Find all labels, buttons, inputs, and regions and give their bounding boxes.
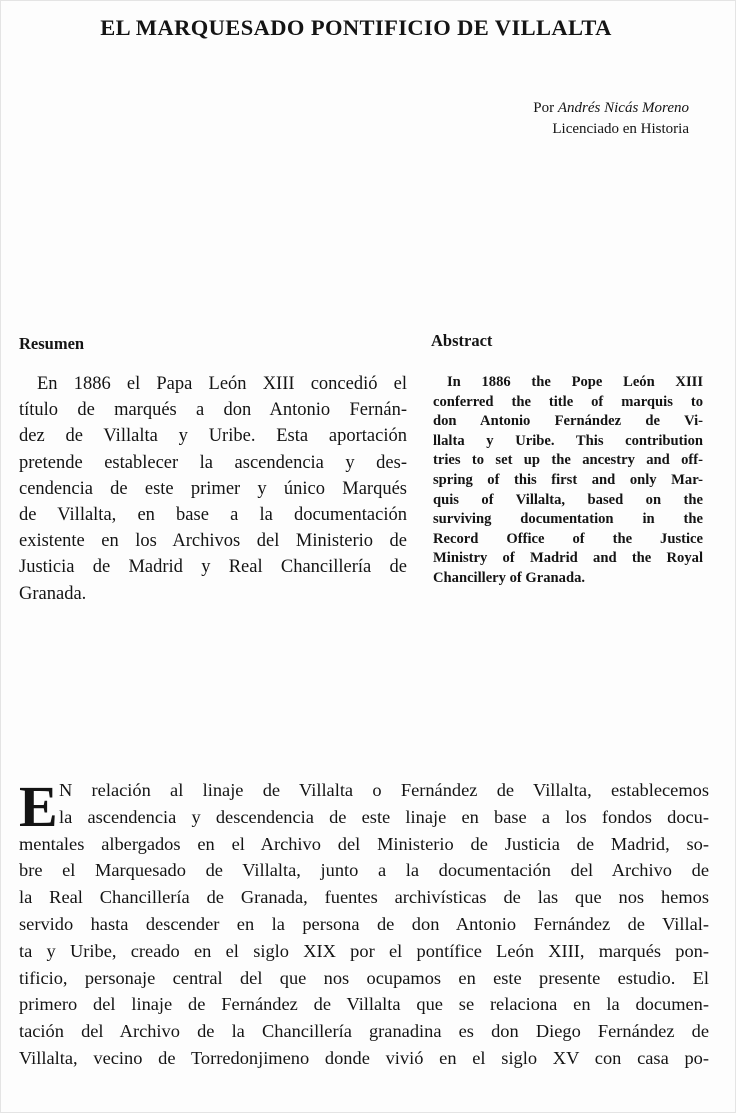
body-line: ta y Uribe, creado en el siglo XIX por el pontífice León XIII, marqués pon- (19, 940, 709, 961)
body-line: la ascendencia y descendencia de este linaje en base a los fondos docu- (59, 806, 709, 827)
abstract-line: don Antonio Fernández de Vi- (433, 413, 703, 430)
abstract-paragraph (433, 373, 703, 589)
byline (533, 98, 689, 140)
resumen-line: Justicia de Madrid y Real Chancillería de (19, 557, 407, 578)
resumen-line: existente en los Archivos del Ministerio de (19, 531, 407, 552)
body-line: tificio, personaje central del que nos ocupamos en este presente estudio. El (19, 967, 709, 988)
article-title: EL MARQUESADO PONTIFICIO DE VILLALTA (100, 15, 612, 40)
abstract-line: In 1886 the Pope León XIII (447, 374, 703, 390)
resumen-line: pretende establecer la ascendencia y des- (19, 452, 407, 473)
abstract-heading: Abstract (431, 331, 493, 350)
abstract-line: tries to set up the ancestry and off- (433, 452, 703, 469)
body-paragraph (19, 774, 709, 1072)
abstract-line: Ministry of Madrid and the Royal (433, 550, 703, 567)
resumen-line: Granada. (19, 583, 87, 604)
abstract-line: Record Office of the Justice (433, 530, 703, 547)
resumen-line: cendencia de este primer y único Marqués (19, 478, 407, 499)
author-name: Andrés Nicás Moreno (557, 100, 689, 116)
abstract-line: surviving documentation in the (433, 511, 703, 528)
abstract-line: conferred the title of marquis to (433, 393, 703, 410)
abstract-line: llalta y Uribe. This contribution (433, 432, 703, 449)
drop-cap-letter: E (19, 774, 58, 839)
resumen-heading: Resumen (19, 334, 85, 353)
abstract-line: spring of this first and only Mar- (433, 471, 703, 488)
body-line: la Real Chancillería de Granada, fuentes archivísticas de las que nos hemos (19, 887, 709, 908)
body-line: Villalta, vecino de Torredonjimeno donde vivió en el siglo XV con casa po- (19, 1047, 709, 1068)
resumen-paragraph (19, 371, 407, 607)
resumen-line: título de marqués a don Antonio Fernán- (19, 400, 407, 421)
body-line: bre el Marquesado de Villalta, junto a la documentación del Archivo de (19, 860, 709, 881)
body-line: primero del linaje de Fernández de Villalta que se relaciona en la documen- (19, 994, 709, 1015)
resumen-line: de Villalta, en base a la documentación (19, 505, 407, 526)
body-line: servido hasta descender en la persona de don Antonio Fernández de Villal- (19, 913, 709, 934)
resumen-line: En 1886 el Papa León XIII concedió el (37, 374, 407, 394)
resumen-line: dez de Villalta y Uribe. Esta aportación (19, 426, 407, 447)
body-line: tación del Archivo de la Chancillería granadina es don Diego Fernández de (19, 1021, 709, 1042)
byline-author-line (533, 98, 689, 119)
abstract-line: quis of Villalta, based on the (433, 491, 703, 508)
byline-prefix: Por (533, 100, 555, 116)
abstract-line: Chancillery of Granada. (433, 569, 586, 586)
author-credential: Licenciado en Historia (552, 121, 689, 137)
body-line: mentales albergados en el Archivo del Ministerio de Justicia de Madrid, so- (19, 833, 709, 854)
body-line: N relación al linaje de Villalta o Fernández de Villalta, establecemos (59, 780, 709, 800)
